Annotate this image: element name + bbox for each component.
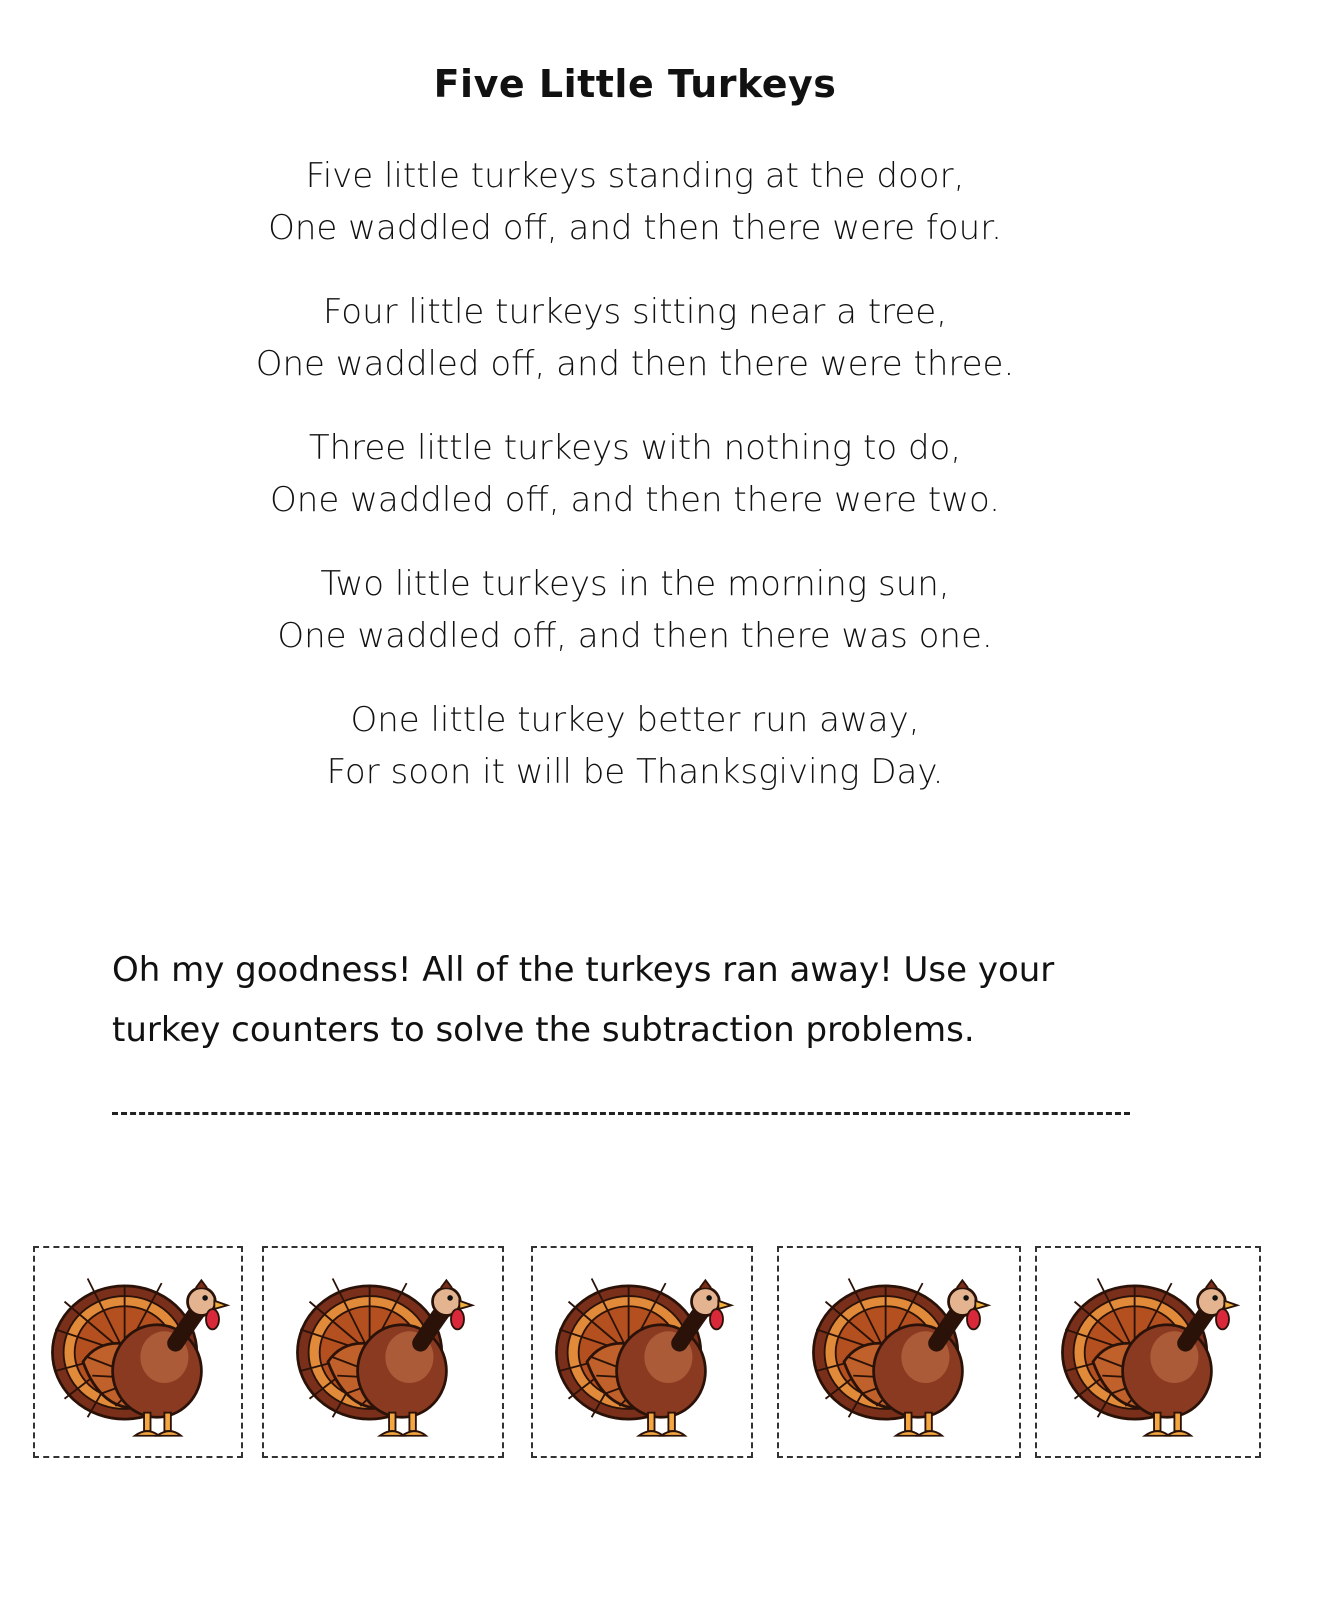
poem-stanza bbox=[0, 150, 1270, 254]
turkey-icon bbox=[550, 1260, 735, 1445]
turkey-icon bbox=[1056, 1260, 1241, 1445]
poem-line: For soon it will be Thanksgiving Day. bbox=[326, 752, 944, 792]
turkey-icon bbox=[291, 1260, 476, 1445]
turkey-counter-card[interactable] bbox=[1035, 1246, 1261, 1458]
turkey-counter-cards bbox=[0, 1246, 1319, 1462]
poem bbox=[0, 150, 1270, 830]
turkey-counter-card[interactable] bbox=[777, 1246, 1021, 1458]
poem-line: Two little turkeys in the morning sun, bbox=[320, 564, 950, 604]
instructions-text: Oh my goodness! All of the turkeys ran away! Use your turkey counters to solve the subtraction problems. bbox=[112, 950, 1055, 1050]
turkey-counter-card[interactable] bbox=[531, 1246, 753, 1458]
cut-line-divider bbox=[112, 1112, 1130, 1115]
poem-line: One waddled off, and then there were four. bbox=[268, 208, 1002, 248]
poem-stanza bbox=[0, 286, 1270, 390]
poem-line: Three little turkeys with nothing to do, bbox=[308, 428, 962, 468]
turkey-icon bbox=[807, 1260, 992, 1445]
poem-line: One waddled off, and then there was one. bbox=[277, 616, 993, 656]
poem-line: One little turkey better run away, bbox=[350, 700, 920, 740]
worksheet-title: Five Little Turkeys bbox=[433, 62, 837, 106]
poem-line: Four little turkeys sitting near a tree, bbox=[322, 292, 948, 332]
poem-line: Five little turkeys standing at the door, bbox=[305, 156, 965, 196]
poem-line: One waddled off, and then there were three. bbox=[255, 344, 1015, 384]
poem-line: One waddled off, and then there were two. bbox=[270, 480, 1000, 520]
turkey-counter-card[interactable] bbox=[262, 1246, 504, 1458]
poem-stanza bbox=[0, 694, 1270, 798]
turkey-counter-card[interactable] bbox=[33, 1246, 243, 1458]
poem-stanza bbox=[0, 558, 1270, 662]
turkey-icon bbox=[46, 1260, 231, 1445]
poem-stanza bbox=[0, 422, 1270, 526]
